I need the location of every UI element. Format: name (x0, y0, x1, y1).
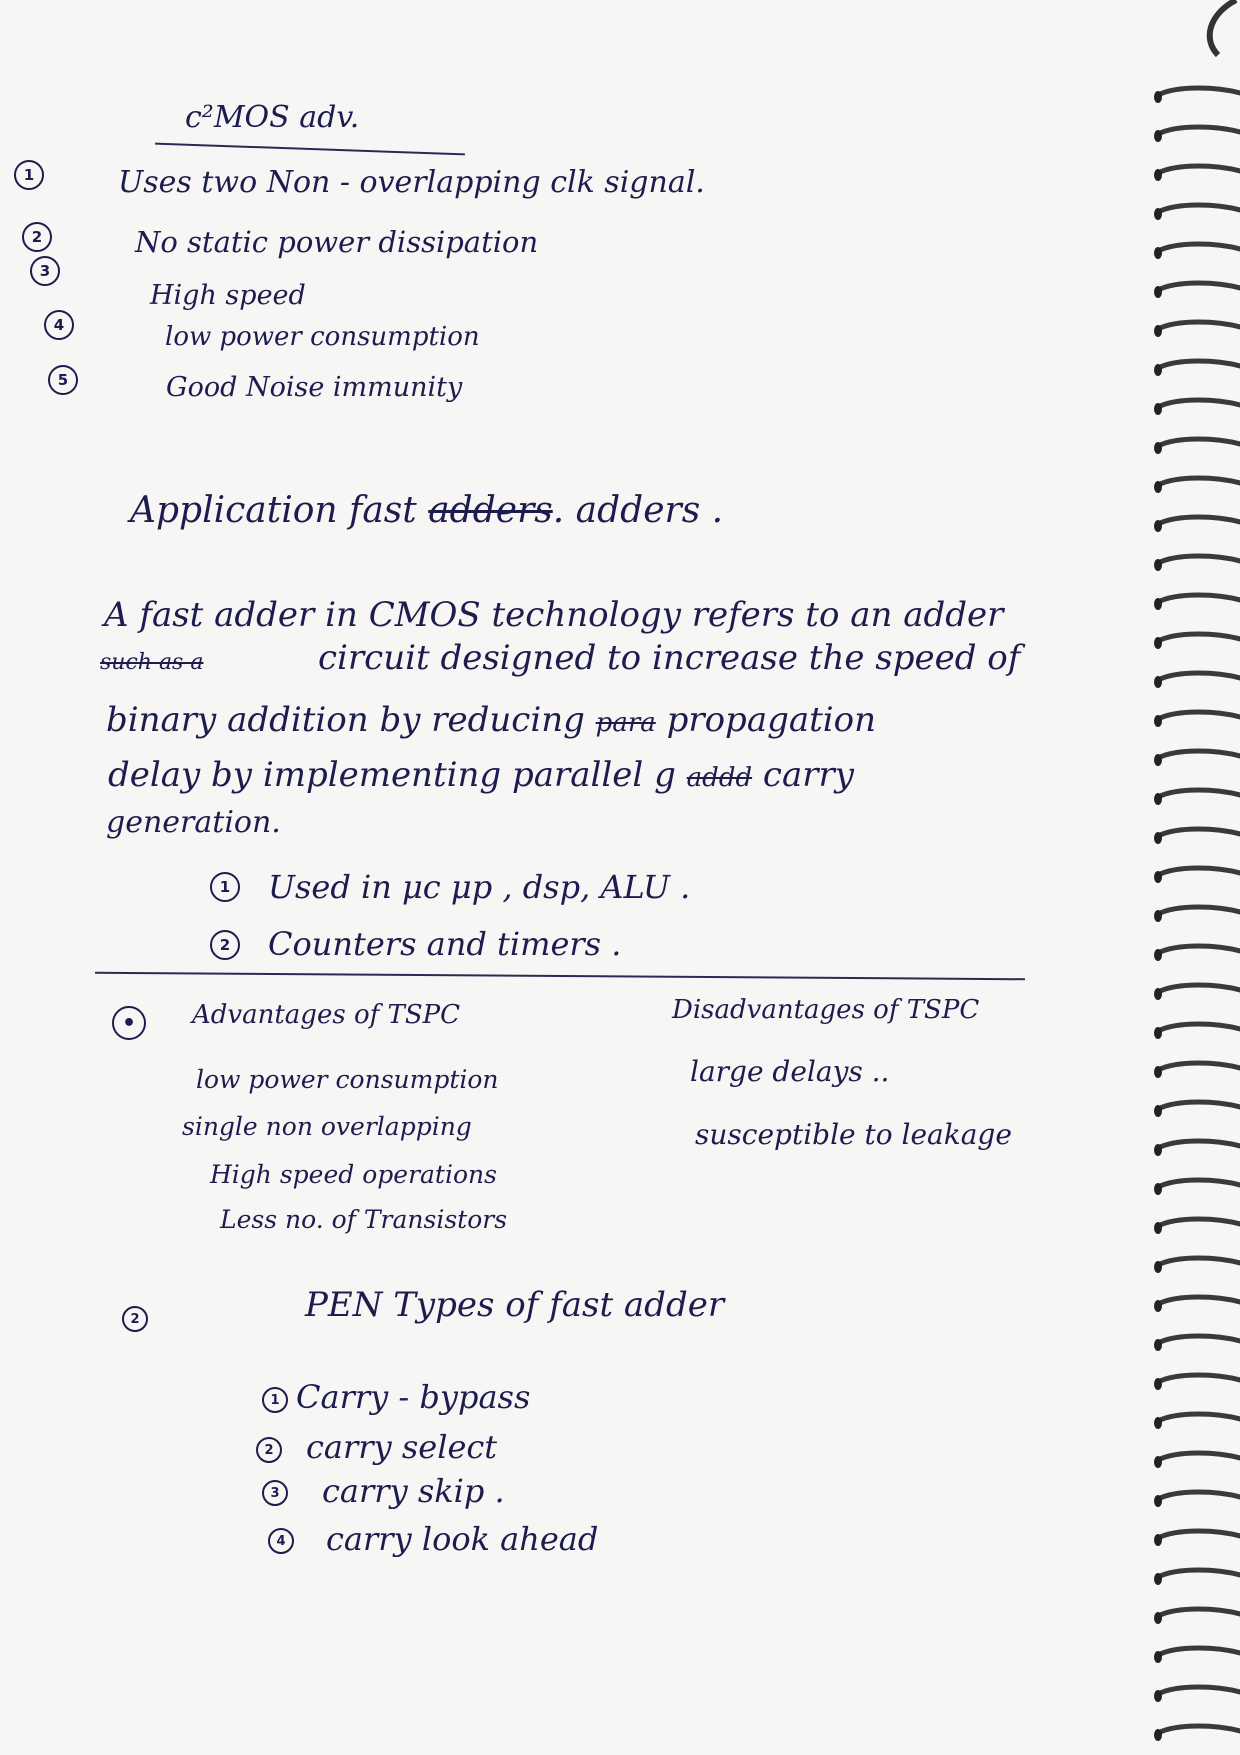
binding-coil (1158, 1102, 1240, 1109)
advantage-item: Less no. of Transistors (220, 1205, 508, 1234)
application-title (130, 490, 723, 531)
binding-hole (1154, 754, 1162, 766)
binding-hole (1154, 1105, 1162, 1117)
binding-coil (1158, 1531, 1240, 1538)
paragraph-line (108, 755, 854, 795)
c2mos-heading-underline (155, 143, 465, 156)
binding-coil (1158, 673, 1240, 680)
binding-hole (1154, 1573, 1162, 1585)
application-title-text-end: . adders . (552, 490, 724, 531)
binding-hole (1154, 442, 1162, 454)
binding-hole (1154, 91, 1162, 103)
binding-hole (1154, 832, 1162, 844)
disadvantages-title: Disadvantages of TSPC (672, 995, 980, 1025)
binding-hole (1154, 481, 1162, 493)
binding-hole (1154, 247, 1162, 259)
use-item: Used in μc μp , dsp, ALU . (268, 868, 691, 906)
binding-coil (1158, 439, 1240, 446)
binding-hole (1154, 1027, 1162, 1039)
binding-hole (1154, 1729, 1162, 1741)
binding-hole (1154, 520, 1162, 532)
binding-hole (1154, 1222, 1162, 1234)
paragraph-line-text: delay by implementing parallel (108, 755, 644, 795)
binding-coil (1158, 595, 1240, 602)
application-title-text: Application fast (130, 490, 417, 531)
binding-coil (1158, 1726, 1240, 1733)
binding-hole (1154, 598, 1162, 610)
binding-hole (1154, 1261, 1162, 1273)
binding-hole (1154, 559, 1162, 571)
binding-coil (1158, 517, 1240, 524)
binding-coil (1158, 751, 1240, 758)
binding-hole (1154, 130, 1162, 142)
c2mos-point: Good Noise immunity (166, 372, 463, 403)
point-number-circle: 2 (210, 930, 240, 960)
binding-coil (1158, 1648, 1240, 1655)
binding-hole (1154, 1651, 1162, 1663)
point-number-circle: 3 (262, 1480, 288, 1506)
types-title: PEN Types of fast adder (305, 1285, 725, 1325)
binding-coil (1158, 88, 1240, 95)
paragraph-line: circuit designed to increase the speed of (318, 638, 1021, 678)
paragraph-line: generation. (106, 805, 281, 840)
binding-coil (1158, 127, 1240, 134)
binding-coil (1158, 244, 1240, 251)
binding-coil (1158, 1570, 1240, 1577)
type-item: carry skip . (322, 1472, 505, 1510)
point-number-circle: 5 (48, 365, 78, 395)
type-item: carry look ahead (326, 1520, 599, 1558)
paragraph-line (106, 700, 876, 740)
binding-coil (1158, 829, 1240, 836)
binding-hole (1154, 1144, 1162, 1156)
binding-hole (1154, 988, 1162, 1000)
binding-coil (1158, 1141, 1240, 1148)
c2mos-point: Uses two Non - overlapping clk signal. (118, 165, 705, 200)
binding-coil (1158, 946, 1240, 953)
section-divider (95, 972, 1025, 980)
binding-coil (1158, 907, 1240, 914)
c2mos-point: low power consumption (165, 322, 480, 352)
binding-hole (1154, 1339, 1162, 1351)
binding-hole (1154, 793, 1162, 805)
binding-hole (1154, 325, 1162, 337)
c2mos-point: High speed (150, 280, 306, 311)
point-number-circle: 4 (44, 310, 74, 340)
paragraph-line-text: carry (762, 755, 854, 795)
binding-hole (1154, 1378, 1162, 1390)
binding-coil (1158, 1687, 1240, 1694)
binding-hole (1154, 1066, 1162, 1078)
binding-coil (1158, 1609, 1240, 1616)
binding-hole (1154, 403, 1162, 415)
binding-coil (1158, 790, 1240, 797)
advantage-item: low power consumption (196, 1065, 499, 1094)
type-item: carry select (306, 1428, 498, 1466)
binding-hole (1154, 715, 1162, 727)
binding-hole (1154, 910, 1162, 922)
advantage-item: single non overlapping (182, 1112, 472, 1141)
binding-coil (1158, 985, 1240, 992)
binding-hole (1154, 1495, 1162, 1507)
point-number-circle: 1 (14, 160, 44, 190)
disadvantage-item: large delays .. (690, 1055, 890, 1088)
point-number-circle: 4 (268, 1528, 294, 1554)
paragraph-line-text: g (654, 755, 676, 795)
c2mos-point: No static power dissipation (135, 225, 539, 259)
binding-coil (1158, 205, 1240, 212)
binding-coil (1158, 322, 1240, 329)
paragraph-line: A fast adder in CMOS technology refers to an adder (104, 595, 1004, 635)
binding-coil (1158, 283, 1240, 290)
disadvantage-item: susceptible to leakage (695, 1118, 1012, 1151)
bullet-circle: • (112, 1006, 146, 1040)
binding-hole (1154, 949, 1162, 961)
binding-hole (1154, 1417, 1162, 1429)
point-number-circle: 2 (122, 1306, 148, 1332)
binding-coil (1158, 1180, 1240, 1187)
point-number-circle: 3 (30, 256, 60, 286)
binding-coil (1158, 1258, 1240, 1265)
paragraph-line-text: propagation (666, 700, 877, 740)
paragraph-line-text: binary addition by reducing (106, 700, 585, 740)
struck-word: such as a (100, 650, 204, 675)
binding-coil (1158, 1024, 1240, 1031)
point-number-circle: 1 (210, 872, 240, 902)
binding-top-curve (1210, 0, 1236, 55)
binding-coil (1158, 1375, 1240, 1382)
advantages-title: Advantages of TSPC (192, 1000, 461, 1030)
binding-coils (1154, 88, 1240, 1741)
type-item: Carry - bypass (296, 1378, 531, 1416)
binding-coil (1158, 1414, 1240, 1421)
binding-coil (1158, 556, 1240, 563)
binding-coil (1158, 868, 1240, 875)
struck-word: addd (686, 763, 753, 793)
struck-word: para (595, 708, 656, 738)
point-number-circle: 1 (262, 1387, 288, 1413)
binding-hole (1154, 169, 1162, 181)
binding-hole (1154, 676, 1162, 688)
binding-coil (1158, 634, 1240, 641)
binding-coil (1158, 712, 1240, 719)
advantage-item: High speed operations (210, 1160, 497, 1189)
binding-coil (1158, 1492, 1240, 1499)
binding-coil (1158, 361, 1240, 368)
binding-hole (1154, 208, 1162, 220)
binding-coil (1158, 1297, 1240, 1304)
binding-hole (1154, 637, 1162, 649)
binding-coil (1158, 478, 1240, 485)
binding-coil (1158, 1219, 1240, 1226)
point-number-circle: 2 (256, 1437, 282, 1463)
binding-hole (1154, 1534, 1162, 1546)
binding-coil (1158, 1063, 1240, 1070)
binding-hole (1154, 1183, 1162, 1195)
binding-hole (1154, 1300, 1162, 1312)
binding-coil (1158, 1453, 1240, 1460)
use-item: Counters and timers . (268, 925, 622, 963)
c2mos-heading: c²MOS adv. (185, 100, 360, 135)
binding-coil (1158, 166, 1240, 173)
binding-hole (1154, 1690, 1162, 1702)
binding-hole (1154, 1612, 1162, 1624)
binding-hole (1154, 286, 1162, 298)
binding-coil (1158, 400, 1240, 407)
struck-word: adders (428, 490, 553, 531)
binding-coil (1158, 1336, 1240, 1343)
binding-hole (1154, 871, 1162, 883)
binding-hole (1154, 1456, 1162, 1468)
point-number-circle: 2 (22, 222, 52, 252)
spiral-binding (1148, 0, 1240, 1755)
binding-hole (1154, 364, 1162, 376)
